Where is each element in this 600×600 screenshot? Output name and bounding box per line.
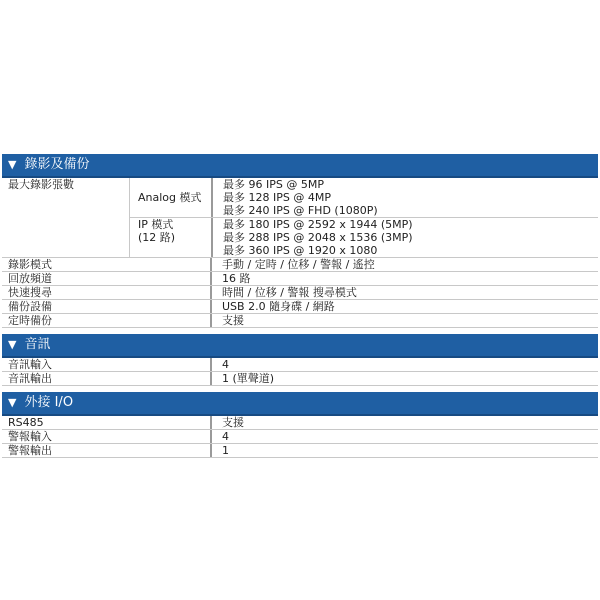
sub-label-analog: Analog 模式 <box>138 191 202 204</box>
row-label: 快速搜尋 <box>8 286 52 299</box>
ip-mode-row <box>129 217 598 257</box>
section-header-audio[interactable] <box>2 334 598 358</box>
spec-table <box>2 154 598 458</box>
spec-row <box>2 372 598 386</box>
ip-mode-values <box>211 218 598 257</box>
analog-mode-values <box>211 178 598 217</box>
value-line: 最多 240 IPS @ FHD (1080P) <box>223 204 378 217</box>
section-header-external-io[interactable] <box>2 392 598 416</box>
row-value: 1 <box>210 444 598 457</box>
spec-row <box>2 286 598 300</box>
max-record-row <box>2 178 598 258</box>
row-label: RS485 <box>8 416 44 429</box>
spec-row <box>2 358 598 372</box>
triangle-down-icon: ▼ <box>8 338 17 351</box>
row-value: USB 2.0 隨身碟 / 網路 <box>210 300 598 313</box>
row-label: 音訊輸出 <box>8 372 52 385</box>
value-line: 最多 128 IPS @ 4MP <box>223 191 331 204</box>
spec-row <box>2 430 598 444</box>
row-label: 最大錄影張數 <box>8 178 74 191</box>
row-value: 16 路 <box>210 272 598 285</box>
value-line: 最多 180 IPS @ 2592 x 1944 (5MP) <box>223 218 413 231</box>
row-label: 警報輸入 <box>8 430 52 443</box>
row-value: 支援 <box>210 416 598 429</box>
max-record-subtable <box>129 178 598 257</box>
spec-row <box>2 300 598 314</box>
spec-row <box>2 444 598 458</box>
row-value: 時間 / 位移 / 警報 搜尋模式 <box>210 286 598 299</box>
row-value: 4 <box>210 430 598 443</box>
spec-row <box>2 314 598 328</box>
analog-mode-row <box>129 178 598 217</box>
row-label: 錄影模式 <box>8 258 52 271</box>
value-line: 最多 360 IPS @ 1920 x 1080 <box>223 244 378 257</box>
row-label: 警報輸出 <box>8 444 52 457</box>
row-value: 1 (單聲道) <box>210 372 598 385</box>
spec-row <box>2 416 598 430</box>
row-label: 音訊輸入 <box>8 358 52 371</box>
row-value: 手動 / 定時 / 位移 / 警報 / 遙控 <box>210 258 598 271</box>
spec-row <box>2 258 598 272</box>
row-label: 備份設備 <box>8 300 52 313</box>
row-label: 定時備份 <box>8 314 52 327</box>
sub-label-ip: IP 模式 (12 路) <box>138 218 176 244</box>
section-title: 錄影及備份 <box>24 157 90 172</box>
triangle-down-icon: ▼ <box>8 158 17 171</box>
triangle-down-icon: ▼ <box>8 396 17 409</box>
row-label: 回放頻道 <box>8 272 52 285</box>
section-header-recording[interactable] <box>2 154 598 178</box>
row-value: 支援 <box>210 314 598 327</box>
section-title: 音訊 <box>24 337 51 352</box>
spec-row <box>2 272 598 286</box>
row-value: 4 <box>210 358 598 371</box>
value-line: 最多 96 IPS @ 5MP <box>223 178 324 191</box>
value-line: 最多 288 IPS @ 2048 x 1536 (3MP) <box>223 231 413 244</box>
section-title: 外接 I/O <box>24 395 74 410</box>
